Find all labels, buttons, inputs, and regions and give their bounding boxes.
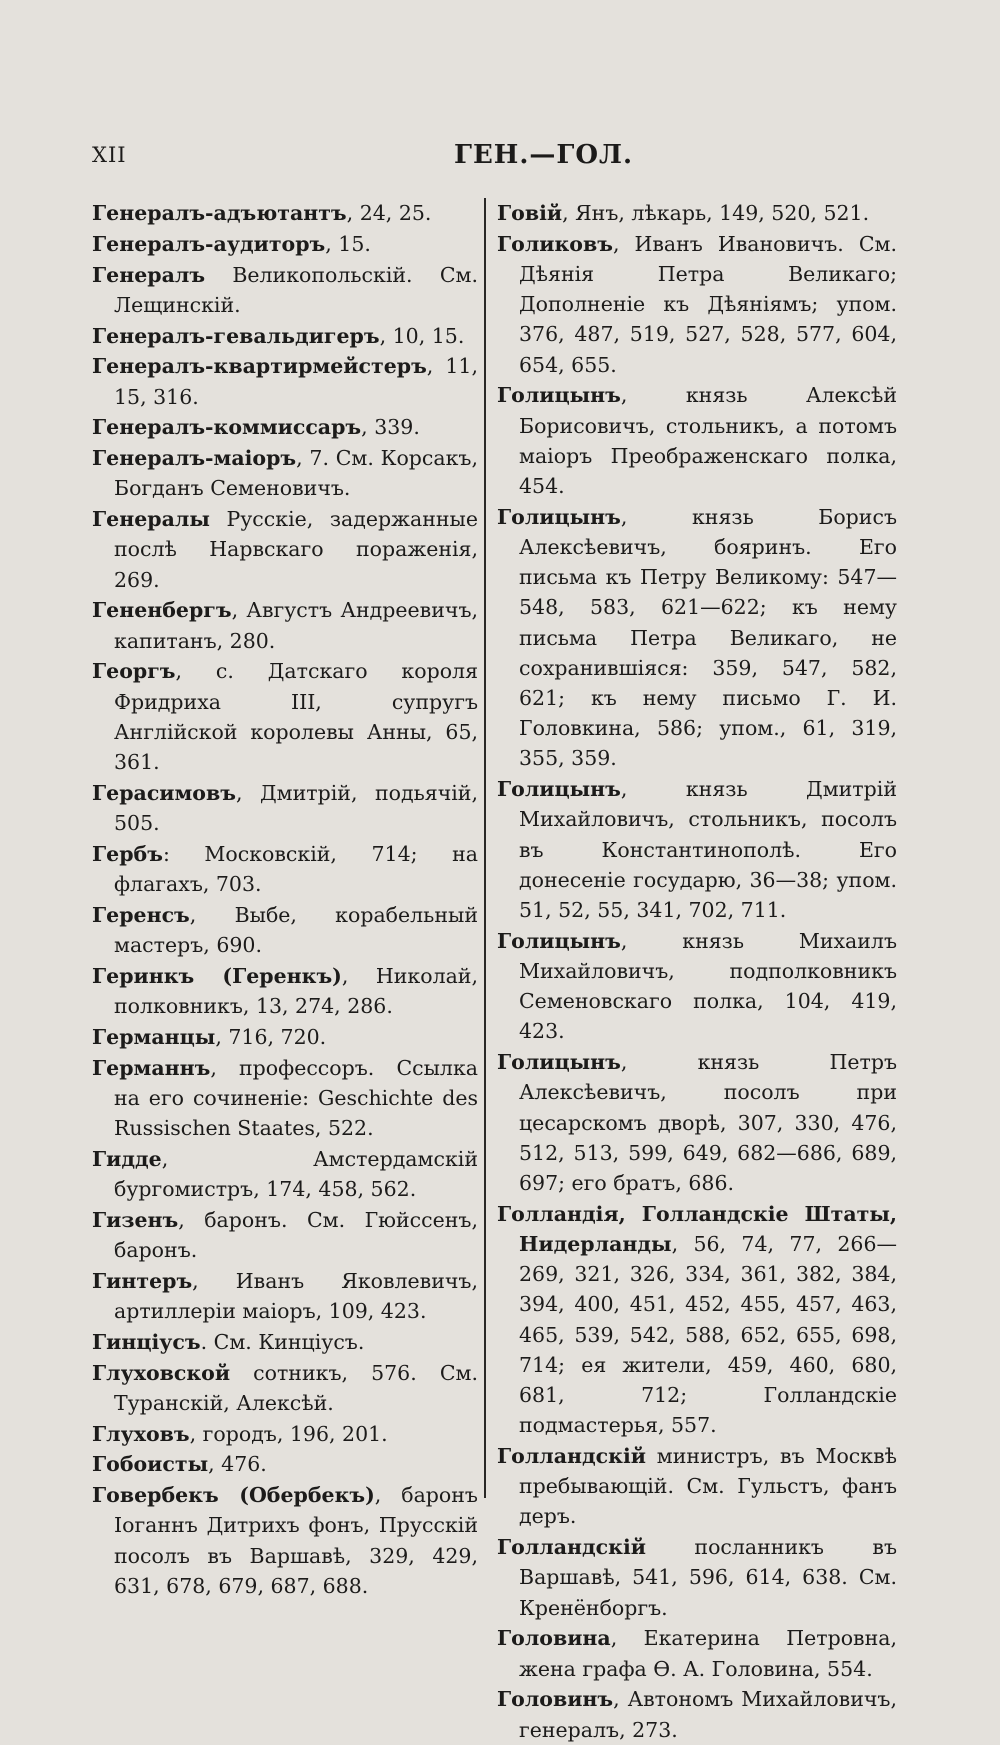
entry-headword: Голландскій xyxy=(497,1444,646,1469)
index-entry xyxy=(497,1199,897,1441)
entry-headword: Гененбергъ xyxy=(92,598,232,623)
index-entry xyxy=(497,198,897,228)
entry-text: , 339. xyxy=(361,415,420,440)
index-entry xyxy=(92,351,478,411)
running-head: ГЕН.—ГОЛ. xyxy=(454,140,634,170)
entry-headword: Глуховской xyxy=(92,1360,231,1385)
entry-headword: Голицынъ xyxy=(497,383,621,408)
entry-text: , Амстердамскій бургомистръ, 174, 458, 562. xyxy=(114,1146,478,1201)
index-entry xyxy=(92,656,478,777)
index-entry xyxy=(92,961,478,1021)
entry-text: , баронъ Іоганнъ Дитрихъ фонъ, Прусскій посолъ въ Варшавѣ, 329, 429, 631, 678, 679, 687, 688. xyxy=(114,1483,478,1598)
entry-headword: Голиковъ xyxy=(497,231,613,256)
entry-text: , Иванъ Яковлевичъ, артиллеріи маіоръ, 109, 423. xyxy=(114,1268,478,1323)
entry-text: , профессоръ. Ссылка на его сочиненіе: Geschichte des Russischen Staates, 522. xyxy=(114,1055,478,1140)
entry-headword: Голицынъ xyxy=(497,504,621,529)
entry-text: , князь Алексѣй Борисовичъ, стольникъ, а потомъ маіоръ Преображенскаго полка, 454. xyxy=(519,383,897,499)
entry-headword: Германнъ xyxy=(92,1055,211,1080)
entry-headword: Голицынъ xyxy=(497,1050,621,1075)
entry-text: , князь Дмитрій Михайловичъ, стольникъ, посолъ въ Константинополѣ. Его донесеніе государю, 36—38; упом. 51, 52, 55, 341, 702, 711. xyxy=(519,777,897,923)
index-entry xyxy=(92,260,478,320)
entry-headword: Головина xyxy=(497,1626,611,1651)
entry-headword: Генералъ-аудиторъ xyxy=(92,231,326,256)
index-column-left xyxy=(92,198,478,1602)
index-entry xyxy=(92,1053,478,1144)
index-entry xyxy=(92,443,478,503)
entry-headword: Голландскій xyxy=(497,1535,646,1560)
entry-headword: Генералъ-маіоръ xyxy=(92,446,297,471)
entry-text: , 24, 25. xyxy=(346,201,432,225)
entry-text: , Иванъ Ивановичъ. См. Дѣянія Петра Великаго; Дополненіе къ Дѣяніямъ; упом. 376, 487, 519, 527, 528, 577, 604, 654, 655. xyxy=(519,231,897,377)
index-entry xyxy=(92,321,478,351)
entry-headword: Гизенъ xyxy=(92,1207,179,1232)
entry-text: посланникъ въ Варшавѣ, 541, 596, 614, 638. См. Кренёнборгъ. xyxy=(519,1535,897,1620)
column-divider xyxy=(484,198,486,1498)
index-entry xyxy=(92,229,478,259)
index-entry xyxy=(92,1266,478,1326)
entry-text: , 11, 15, 316. xyxy=(114,354,478,409)
entry-headword: Голицынъ xyxy=(497,928,621,953)
index-entry xyxy=(497,1623,897,1683)
entry-headword: Голландія, Голландскіе Штаты, Нидерланды xyxy=(497,1201,897,1257)
entry-headword: Германцы xyxy=(92,1024,216,1049)
entry-headword: Гобоисты xyxy=(92,1452,209,1477)
index-entry xyxy=(92,1358,478,1418)
index-entry xyxy=(92,1449,478,1479)
index-entry xyxy=(497,1441,897,1532)
index-entry xyxy=(92,1022,478,1052)
entry-headword: Георгъ xyxy=(92,659,176,684)
entry-text: , Николай, полковникъ, 13, 274, 286. xyxy=(114,963,478,1018)
entry-text: , 56, 74, 77, 266—269, 321, 326, 334, 361, 382, 384, 394, 400, 451, 452, 455, 457, 463, 465, 539, 542, 588, 652, 655, 698, 714; ея жители, 459, 460, 680, 681, 712; Голландскіе подмастерья, 557. xyxy=(519,1232,897,1438)
index-entry xyxy=(497,1047,897,1198)
index-entry xyxy=(92,839,478,899)
index-entry xyxy=(92,1205,478,1265)
entry-headword: Гербъ xyxy=(92,841,163,866)
entry-text: , Выбе, корабельный мастеръ, 690. xyxy=(114,902,478,957)
index-entry xyxy=(497,1532,897,1623)
entry-headword: Голицынъ xyxy=(497,777,621,802)
entry-text: , 716, 720. xyxy=(215,1024,327,1049)
entry-headword: Генералъ-коммиссаръ xyxy=(92,415,362,440)
index-entry xyxy=(92,1144,478,1204)
entry-text: , князь Петръ Алексѣевичъ, посолъ при цесарскомъ дворѣ, 307, 330, 476, 512, 513, 599, 649, 682—686, 689, 697; его братъ, 686. xyxy=(519,1050,897,1196)
entry-text: , с. Датскаго короля Фридриха III, супругъ Англійской королевы Анны, 65, 361. xyxy=(114,659,478,774)
index-entry xyxy=(92,1327,478,1357)
index-entry xyxy=(497,229,897,380)
entry-text: , Автономъ Михайловичъ, генералъ, 273. xyxy=(519,1687,897,1742)
entry-text: . См. Кинціусъ. xyxy=(200,1329,365,1354)
entry-headword: Говербекъ (Обербекъ) xyxy=(92,1483,375,1508)
index-entry xyxy=(497,926,897,1047)
index-entry xyxy=(92,778,478,838)
entry-text: Русскіе, задержанные послѣ Нарвскаго пораженія, 269. xyxy=(114,507,478,592)
entry-headword: Генералъ-гевальдигеръ xyxy=(92,323,380,348)
index-column-right xyxy=(497,198,897,1745)
entry-headword: Говій xyxy=(497,201,563,225)
entry-text: , Августъ Андреевичъ, капитанъ, 280. xyxy=(114,598,478,653)
entry-text: сотникъ, 576. См. Туранскій, Алексѣй. xyxy=(114,1360,478,1415)
index-entry xyxy=(497,502,897,774)
index-entry xyxy=(497,1684,897,1744)
entry-headword: Геренсъ xyxy=(92,902,190,927)
entry-headword: Генералъ xyxy=(92,262,206,287)
entry-text: , Дмитрій, подьячій, 505. xyxy=(114,780,478,835)
entry-headword: Генералъ-квартирмейстеръ xyxy=(92,354,427,379)
index-entry xyxy=(92,900,478,960)
entry-text: , 7. См. Корсакъ, Богданъ Семеновичъ. xyxy=(114,446,478,501)
entry-headword: Гидде xyxy=(92,1146,162,1171)
entry-headword: Головинъ xyxy=(497,1687,614,1712)
entry-headword: Глуховъ xyxy=(92,1421,190,1446)
entry-headword: Генералы xyxy=(92,507,210,532)
entry-text: министръ, въ Москвѣ пребывающій. См. Гульстъ, фанъ деръ. xyxy=(519,1444,897,1529)
entry-text: , князь Михаилъ Михайловичъ, подполковникъ Семеновскаго полка, 104, 419, 423. xyxy=(519,928,897,1044)
entry-text: , 10, 15. xyxy=(379,323,465,348)
entry-text: Великопольскій. См. Лещинскій. xyxy=(114,262,478,317)
entry-headword: Гинціусъ xyxy=(92,1329,201,1354)
entry-text: , городъ, 196, 201. xyxy=(189,1421,388,1446)
page-number: XII xyxy=(92,143,127,167)
index-entry xyxy=(497,774,897,925)
index-entry xyxy=(92,595,478,655)
entry-text: , Янъ, лѣкарь, 149, 520, 521. xyxy=(562,201,870,225)
entry-text: , Екатерина Петровна, жена графа Ѳ. А. Головина, 554. xyxy=(519,1626,897,1681)
entry-text: , 476. xyxy=(208,1452,267,1477)
entry-text: : Московскій, 714; на флагахъ, 703. xyxy=(114,841,478,896)
entry-text: , баронъ. См. Гюйссенъ, баронъ. xyxy=(114,1207,478,1262)
index-entry xyxy=(92,504,478,595)
index-entry xyxy=(92,412,478,442)
entry-text: , князь Борисъ Алексѣевичъ, бояринъ. Его письма къ Петру Великому: 547—548, 583, 621—622; къ нему письма Петра Великаго, не сохранившіяся: 359, 547, 582, 621; къ нему письмо Г. И. Головкина, 586; упом., 61, 319, 355, 359. xyxy=(519,504,897,771)
entry-headword: Герасимовъ xyxy=(92,780,236,805)
entry-headword: Гинтеръ xyxy=(92,1268,193,1293)
index-entry xyxy=(497,380,897,501)
entry-text: , 15. xyxy=(325,231,371,256)
index-entry xyxy=(92,1419,478,1449)
entry-headword: Генералъ-адъютантъ xyxy=(92,201,347,225)
index-entry xyxy=(92,198,478,228)
entry-headword: Геринкъ (Геренкъ) xyxy=(92,963,342,988)
index-entry xyxy=(92,1480,478,1601)
